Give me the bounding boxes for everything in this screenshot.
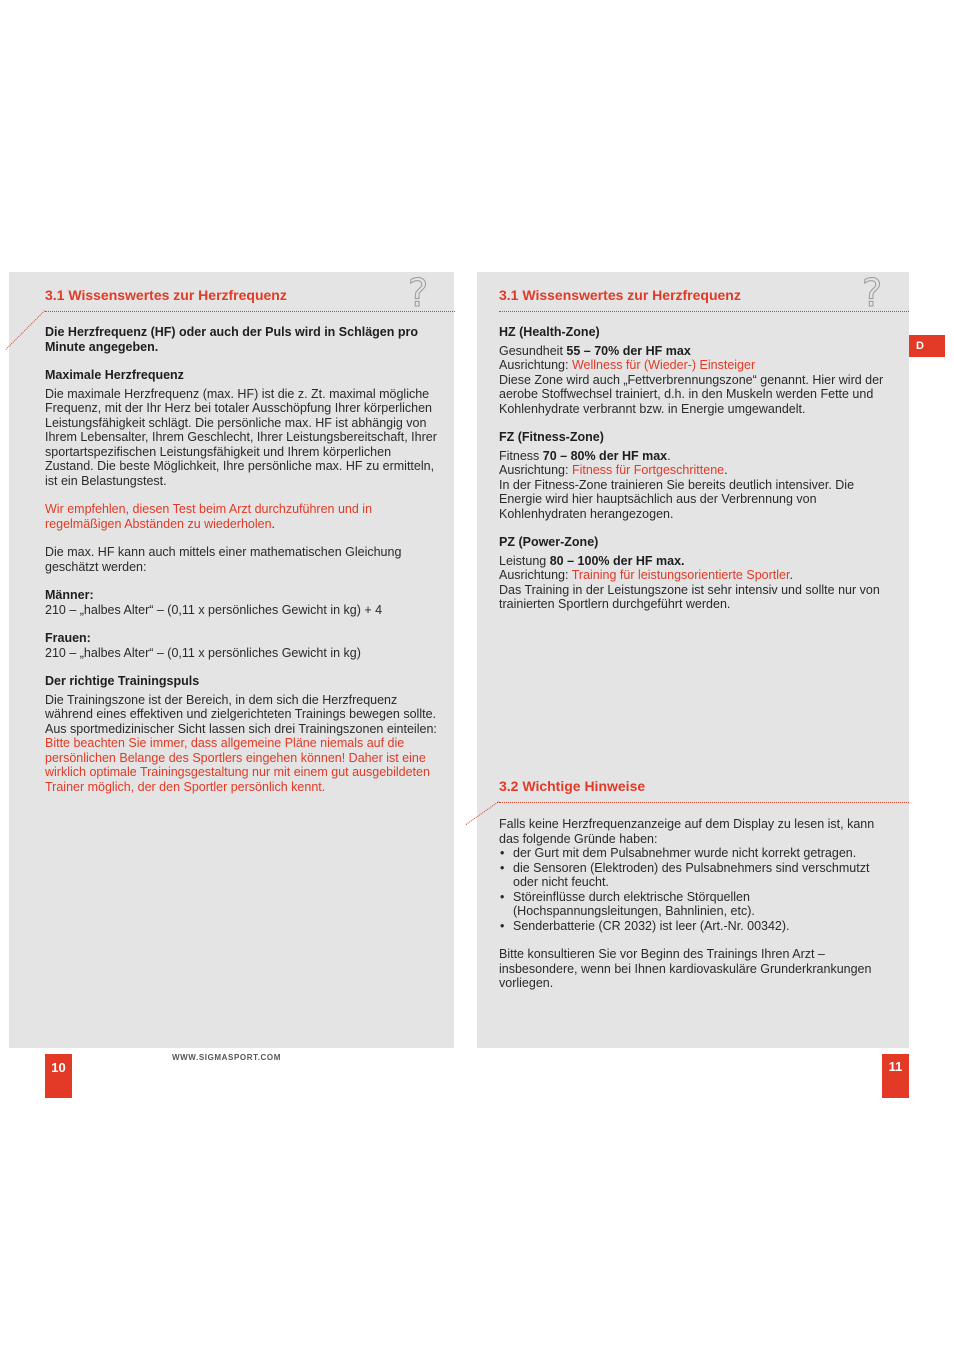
list-item: • der Gurt mit dem Pulsabnehmer wurde nicht korrekt getragen. (499, 846, 897, 861)
notes-title-divider (499, 802, 909, 803)
maxhf-text: Die maximale Herzfrequenz (max. HF) ist die z. Zt. maximal mögliche Frequenz, mit der Ihr Herz bei totaler Ausschöpfung Ihrer körperlichen Leistungsfähigkeit schlägt. Die persönliche max. HF ist abhängig von Ihrem Lebensalter, Ihrem Geschlecht, Ihrer Leistungsbereitschaft, Ihrer sportartspezifischen Leistungsfähigkeit und Ihrem körperlichen Zustand. Die beste Möglichkeit, Ihre persönliche max. HF zu ermitteln, ist ein Belastungstest. (45, 386, 437, 488)
pz-heading: PZ (Power-Zone) (499, 535, 599, 549)
page-number-right: 11 (882, 1054, 909, 1098)
pz-target-label: Ausrichtung: (499, 568, 572, 582)
notes-intro: Falls keine Herzfrequenzanzeige auf dem Display zu lesen ist, kann das folgende Gründe haben: (499, 817, 875, 846)
hz-target-label: Ausrichtung: (499, 358, 572, 372)
fz-heading: FZ (Fitness-Zone) (499, 430, 604, 444)
question-mark-icon: ? (862, 271, 883, 315)
fz-target-value: Fitness für Fortgeschrittene (571, 463, 725, 477)
hz-line-value: 55 – 70% der HF max (566, 343, 691, 358)
pz-target-end: . (789, 568, 793, 582)
fz-line (499, 449, 897, 464)
right-section-title: 3.1 Wissenswertes zur Herzfrequenz (499, 287, 741, 303)
recommendation-end: . (271, 516, 276, 531)
left-body (45, 325, 439, 794)
hz-heading: HZ (Health-Zone) (499, 325, 600, 339)
notes-section-title: 3.2 Wichtige Hinweise (499, 778, 646, 794)
notes-outro: Bitte konsultieren Sie vor Beginn des Trainings Ihren Arzt – insbesondere, wenn bei Ihnen kardiovaskuläre Grunderkrankungen vorliegen. (499, 947, 872, 990)
hz-line-prefix: Gesundheit (499, 343, 567, 358)
website-url: WWW.SIGMASPORT.COM (172, 1053, 282, 1062)
recommendation-paragraph (45, 502, 439, 531)
hz-text: Diese Zone wird auch „Fettverbrennungszone“ genannt. Hier wird der aerobe Stoffwechsel trainiert, d.h. in den Muskeln werden Fette und Kohlenhydrate verbrannt bzw. in Energie umgewandelt. (499, 372, 884, 416)
notes-list (499, 846, 897, 933)
warning-text: Bitte beachten Sie immer, dass allgemeine Pläne niemals auf die persönlichen Belange des Sportlers eingehen können! Daher ist eine wirklich optimale Trainingsgestaltung nur mit einem gut ausgebildeten Trainer möglich, der den Sportler persönlich kennt. (45, 736, 430, 794)
recommendation-text: Wir empfehlen, diesen Test beim Arzt durchzuführen und in regelmäßigen Abständen zu wiederholen (45, 502, 373, 531)
hz-line (499, 344, 897, 359)
right-title-divider (499, 311, 909, 312)
men-label: Männer: (45, 588, 94, 602)
fz-target (499, 463, 897, 478)
list-item: • Senderbatterie (CR 2032) ist leer (Art.-Nr. 00342). (499, 919, 897, 934)
maxhf-heading: Maximale Herzfrequenz (45, 368, 184, 382)
pz-target-value: Training für leistungsorientierte Sportler (571, 568, 790, 582)
women-formula: 210 – „halbes Alter“ – (0,11 x persönliches Gewicht in kg) (45, 645, 361, 660)
training-text: Die Trainingszone ist der Bereich, in dem sich die Herzfrequenz während eines effektiven und zielgerichteten Trainings bewegen sollte. Aus sportmedizinischer Sicht lassen sich drei Trainingszonen einteilen: (45, 692, 437, 736)
pz-line-value: 80 – 100% der HF max. (549, 553, 685, 568)
list-item: • Störeinflüsse durch elektrische Störquellen (Hochspannungsleitungen, Bahnlinien, etc). (499, 890, 897, 919)
list-item: • die Sensoren (Elektroden) des Pulsabnehmers sind verschmutzt oder nicht feucht. (499, 861, 897, 890)
fz-target-label: Ausrichtung: (499, 463, 572, 477)
page-number-left: 10 (45, 1054, 72, 1098)
notes-body (499, 817, 897, 991)
pz-line-prefix: Leistung (499, 553, 550, 568)
language-tab: D (909, 335, 945, 357)
fz-text: In der Fitness-Zone trainieren Sie bereits deutlich intensiver. Die Energie wird hier hauptsächlich aus der Verbrennung von Kohlenhydraten herangezogen. (499, 477, 855, 521)
men-formula: 210 – „halbes Alter“ – (0,11 x persönliches Gewicht in kg) + 4 (45, 602, 383, 617)
right-zones-body (499, 325, 897, 612)
pz-text: Das Training in der Leistungszone ist sehr intensiv und sollte nur von trainierten Sportlern durchgeführt werden. (499, 582, 880, 611)
question-mark-icon: ? (408, 271, 429, 315)
left-title-divider (45, 311, 455, 312)
fz-line-prefix: Fitness (499, 448, 543, 463)
pz-line (499, 554, 897, 569)
pz-target (499, 568, 897, 583)
fz-line-end: . (667, 448, 671, 463)
training-heading: Der richtige Trainingspuls (45, 674, 200, 688)
intro-text: Die Herzfrequenz (HF) oder auch der Puls wird in Schlägen pro Minute angegeben. (45, 325, 418, 354)
hz-target-value: Wellness für (Wieder-) Einsteiger (571, 358, 756, 372)
formula-intro: Die max. HF kann auch mittels einer mathematischen Gleichung geschätzt werden: (45, 545, 402, 574)
fz-line-value: 70 – 80% der HF max (542, 448, 668, 463)
left-section-title: 3.1 Wissenswertes zur Herzfrequenz (45, 287, 287, 303)
hz-target (499, 358, 897, 373)
women-label: Frauen: (45, 631, 91, 645)
fz-target-end: . (724, 463, 728, 477)
